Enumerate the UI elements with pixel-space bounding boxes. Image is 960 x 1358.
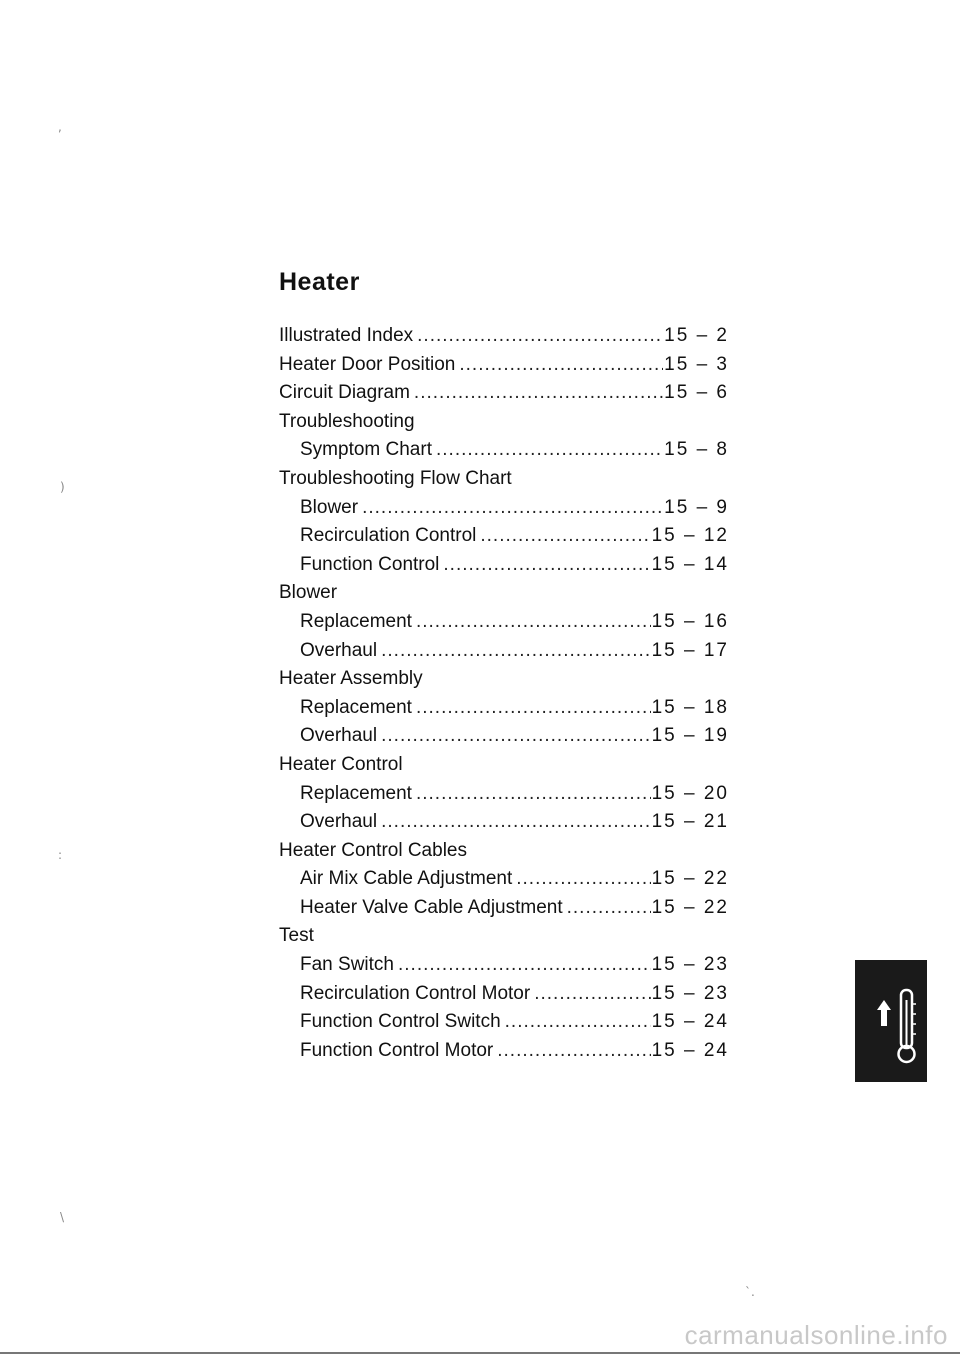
toc-entry [279,1008,729,1037]
toc-entry [279,894,729,923]
toc-entry-label: Circuit Diagram [279,382,410,404]
toc-entry-label: Symptom Chart [300,439,432,461]
toc-entry [279,608,729,637]
toc-entry-label: Function Control Switch [300,1011,501,1033]
toc-entry-page: 15 – 22 [651,896,729,918]
toc-leader-dots [416,694,651,723]
watermark: carmanualsonline.info [684,1320,948,1350]
manual-page: Heater Illustrated Index ..... 15 – 2 Heater Door Position ..... 15 – 3 Circuit Diagram ..... 15 – 6 Troubleshooting Symptom Chart ..... 15 – 8 Troubleshooting Flow Chart Blower ..... 15 – 9 Recirculation Control ..... 15 – 12 Function Control ..... 15 – 14 Blower Replacement ..... 15 – 16 Overhaul ..... 15 – 17 Heater Assembly Replacement ..... 15 – 18 Overhaul ..... 15 – 19 Heater Control Replacement ..... 15 – 20 Overhaul ..... 15 – 21 Heater Control Cables Air Mix Cable Adjustment ..... 15 – 22 Heater Valve Cable Adjustment ..... 15 – 22 Test Fan Switch ..... 15 – 23 Recirculation Control Motor ..... 15 – 23 Function Control Switch ..... 15 – 24 Function Control Motor ..... 15 – 24 , ) : \ `. carmanualsonline.info [0,0,960,1358]
toc-entry-label: Heater Valve Cable Adjustment [300,896,563,918]
toc-entry [279,351,729,380]
toc-entry [279,551,729,580]
toc-entry [279,694,729,723]
toc-entry-page: 15 – 24 [651,1011,729,1033]
toc-entry [279,522,729,551]
toc-entry-label: Test [279,925,314,947]
toc-entry-label: Replacement [300,610,412,632]
toc-entry-label: Overhaul [300,811,378,833]
toc-entry-label: Function Control Motor [300,1039,494,1061]
footer-rule [0,1352,960,1354]
toc-entry [279,1037,729,1066]
toc-leader-dots [443,551,650,580]
toc-leader-dots [497,1037,650,1066]
toc-entry-label: Troubleshooting Flow Chart [279,467,512,489]
toc-entry-label: Heater Control Cables [279,839,467,861]
toc-entry [279,780,729,809]
toc-entry-label: Heater Door Position [279,353,456,375]
toc-entry [279,436,729,465]
toc-leader-dots [362,494,663,523]
toc-entry-page: 15 – 18 [651,696,729,718]
toc-entry [279,951,729,980]
toc-entry-page: 15 – 3 [664,353,729,375]
toc-entry-label: Replacement [300,696,412,718]
toc-entry-label: Heater Control [279,753,403,775]
toc-entry [279,322,729,351]
toc-entry [279,637,729,666]
toc-entry-page: 15 – 23 [651,982,729,1004]
toc-leader-dots [381,722,650,751]
toc-entry-page: 15 – 6 [664,382,729,404]
toc-entry-page: 15 – 24 [651,1039,729,1061]
toc-heading [279,465,729,494]
toc-entry-label: Fan Switch [300,954,394,976]
toc-entry-page: 15 – 17 [651,639,729,661]
toc-leader-dots [567,894,651,923]
toc-entry-page: 15 – 23 [651,954,729,976]
toc-entry-page: 15 – 22 [651,868,729,890]
table-of-contents [279,322,729,1065]
toc-heading [279,665,729,694]
toc-leader-dots [414,379,663,408]
toc-entry [279,494,729,523]
toc-leader-dots [459,351,663,380]
toc-entry-label: Function Control [300,553,440,575]
toc-entry-label: Illustrated Index [279,325,414,346]
toc-entry-label: Blower [300,496,359,518]
toc-leader-dots [516,865,650,894]
toc-entry-page: 15 – 9 [664,496,729,518]
toc-entry [279,722,729,751]
toc-entry-page: 15 – 20 [651,782,729,804]
toc-entry-label: Troubleshooting [279,410,415,432]
toc-leader-dots [381,808,650,837]
toc-entry-label: Recirculation Control [300,525,477,547]
toc-entry-label: Overhaul [300,725,378,747]
toc-entry-page: 15 – 21 [651,811,729,833]
toc-entry-label: Overhaul [300,639,378,661]
toc-heading [279,751,729,780]
toc-leader-dots [398,951,651,980]
toc-leader-dots [436,436,663,465]
toc-entry-label: Blower [279,582,338,604]
toc-entry [279,980,729,1009]
toc-leader-dots [416,780,651,809]
toc-entry-label: Recirculation Control Motor [300,982,531,1004]
toc-leader-dots [480,522,650,551]
toc-leader-dots [534,980,650,1009]
toc-heading [279,579,729,608]
toc-entry-label: Heater Assembly [279,668,423,690]
toc-leader-dots [416,608,651,637]
toc-leader-dots [505,1008,651,1037]
toc-entry-page: 15 – 19 [651,725,729,747]
toc-entry-label: Replacement [300,782,412,804]
section-title: Heater [279,268,360,296]
thermometer-arrow-icon [855,960,927,1082]
toc-entry-label: Air Mix Cable Adjustment [300,868,513,890]
toc-heading [279,837,729,866]
toc-heading [279,408,729,437]
toc-entry-page: 15 – 14 [651,553,729,575]
toc-entry-page: 15 – 12 [651,525,729,547]
toc-entry [279,379,729,408]
section-thumb-tab [855,960,927,1082]
toc-heading [279,922,729,951]
toc-entry-page: 15 – 8 [664,439,729,461]
toc-entry-page: 15 – 16 [651,610,729,632]
toc-entry [279,808,729,837]
toc-entry-page: 15 – 2 [664,325,729,346]
toc-entry [279,865,729,894]
toc-leader-dots [417,322,663,351]
toc-leader-dots [381,637,650,666]
